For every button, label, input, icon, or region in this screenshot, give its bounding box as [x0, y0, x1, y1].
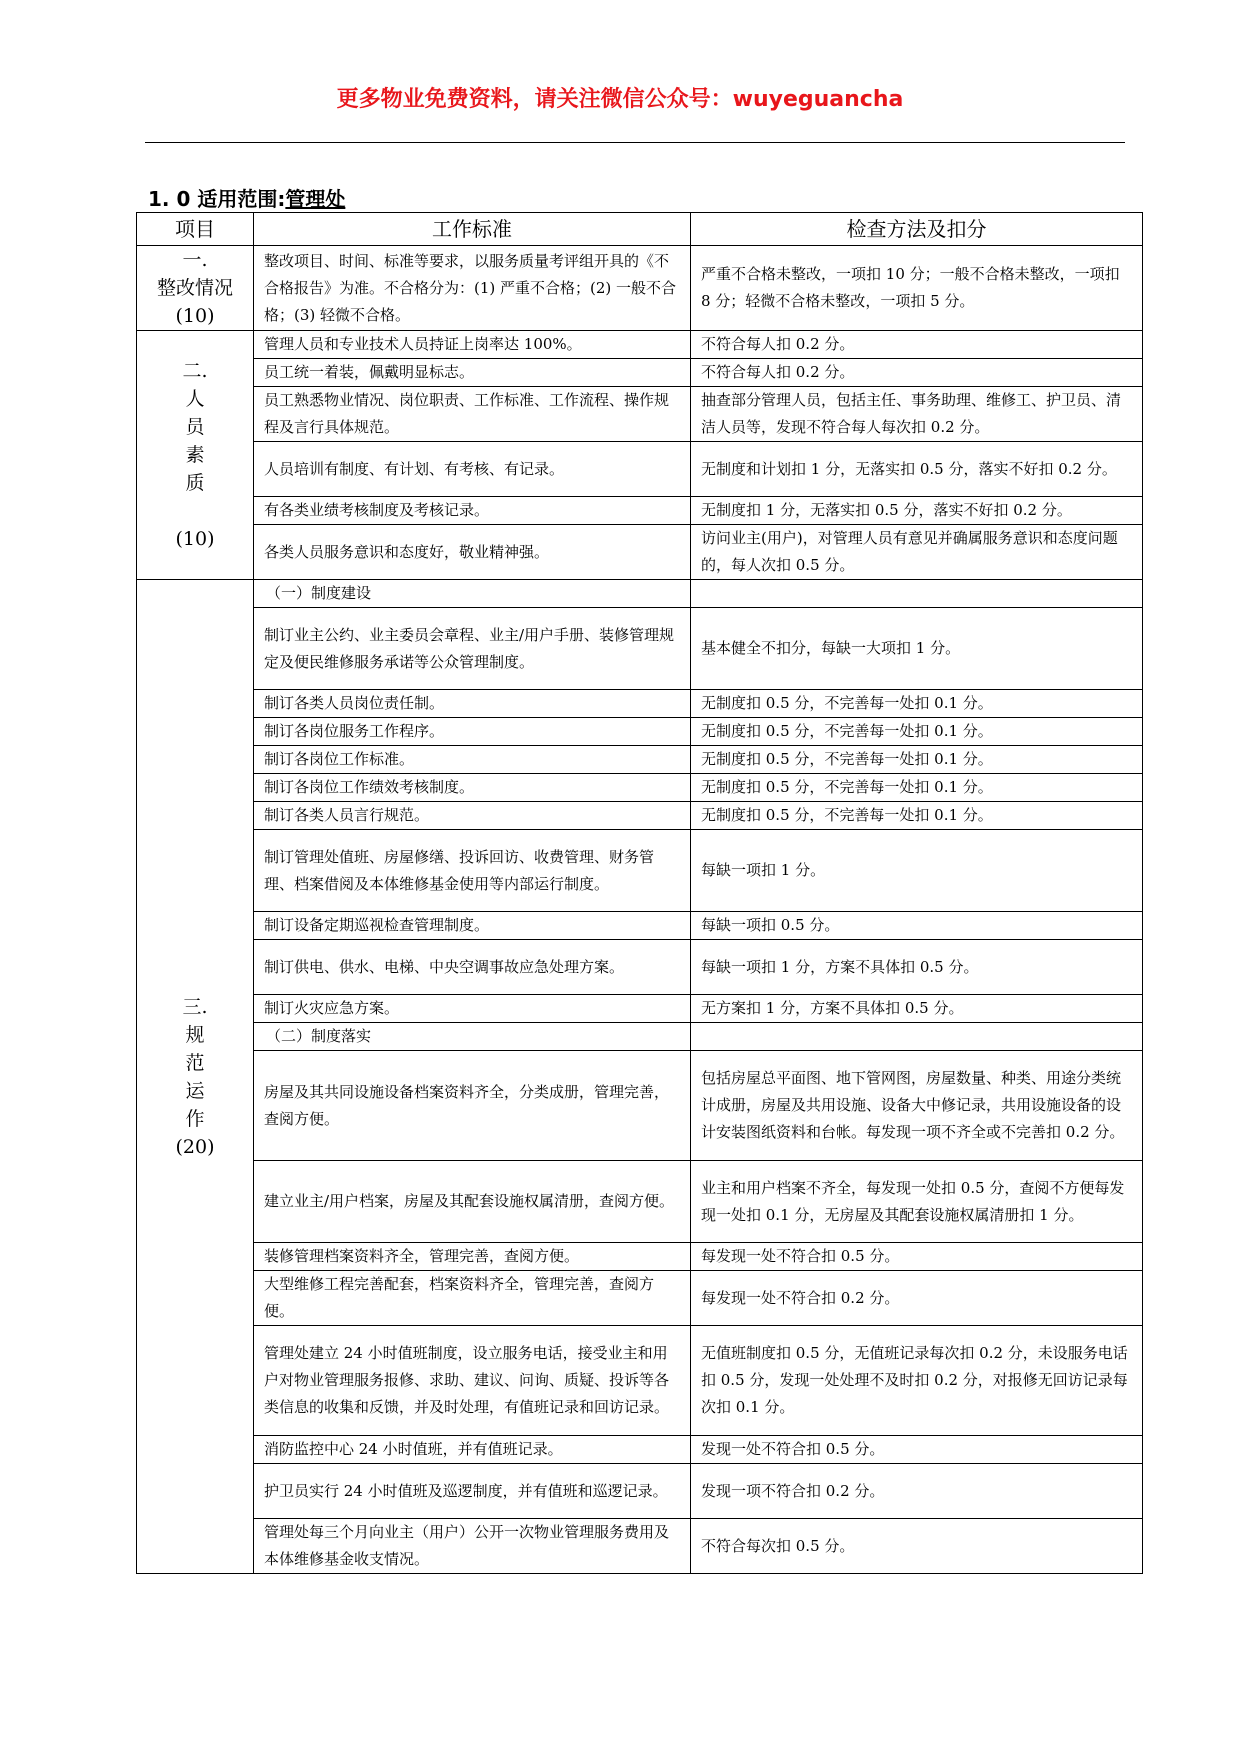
- category-char: 员: [185, 416, 205, 438]
- table-row: [137, 1464, 1143, 1519]
- standard-cell: 制订业主公约、业主委员会章程、业主/用户手册、装修管理规定及便民维修服务承诺等公众管理制度。: [254, 608, 691, 690]
- table-row: [137, 690, 1143, 718]
- table-row: [137, 718, 1143, 746]
- check-cell: 每缺一项扣 1 分。: [691, 830, 1143, 912]
- check-cell: 无制度扣 0.5 分，不完善每一处扣 0.1 分。: [691, 690, 1143, 718]
- check-cell: [691, 1023, 1143, 1051]
- table-row: [137, 1519, 1143, 1574]
- standard-cell: 整改项目、时间、标准等要求，以服务质量考评组开具的《不合格报告》为准。不合格分为：(1) 严重不合格；(2) 一般不合格；(3) 轻微不合格。: [254, 246, 691, 331]
- table-row: [137, 802, 1143, 830]
- standard-cell: 制订供电、供水、电梯、中央空调事故应急处理方案。: [254, 940, 691, 995]
- subsection-heading: （一）制度建设: [254, 580, 691, 608]
- check-cell: 不符合每人扣 0.2 分。: [691, 359, 1143, 387]
- table-row: [137, 442, 1143, 497]
- check-cell: 业主和用户档案不齐全，每发现一处扣 0.5 分，查阅不方便每发现一处扣 0.1 分，无房屋及其配套设施权属清册扣 1 分。: [691, 1161, 1143, 1243]
- category-char: 质: [185, 472, 205, 494]
- category-score: (20): [175, 1135, 215, 1158]
- header-divider: [145, 142, 1125, 143]
- standard-cell: 管理人员和专业技术人员持证上岗率达 100%。: [254, 331, 691, 359]
- check-cell: 基本健全不扣分，每缺一大项扣 1 分。: [691, 608, 1143, 690]
- header-banner: 更多物业免费资料，请关注微信公众号：wuyeguancha: [336, 87, 904, 112]
- category-number: 二.: [182, 360, 208, 382]
- category-char: 素: [185, 444, 205, 466]
- check-cell: 无制度扣 0.5 分，不完善每一处扣 0.1 分。: [691, 718, 1143, 746]
- table-row: [137, 774, 1143, 802]
- category-score: (10): [175, 528, 215, 550]
- standard-cell: 制订各类人员岗位责任制。: [254, 690, 691, 718]
- category-score: (10): [175, 305, 215, 327]
- check-cell: 每缺一项扣 1 分，方案不具体扣 0.5 分。: [691, 940, 1143, 995]
- table-row: [137, 387, 1143, 442]
- column-header-item: 项目: [137, 213, 254, 246]
- table-row: [137, 1271, 1143, 1326]
- standard-cell: 建立业主/用户档案，房屋及其配套设施权属清册，查阅方便。: [254, 1161, 691, 1243]
- standard-cell: 护卫员实行 24 小时值班及巡逻制度，并有值班和巡逻记录。: [254, 1464, 691, 1519]
- category-char: 作: [185, 1107, 205, 1130]
- table-row: [137, 1023, 1143, 1051]
- table-row: [137, 608, 1143, 690]
- category-cell-personnel: [137, 331, 254, 580]
- check-cell: 每发现一处不符合扣 0.5 分。: [691, 1243, 1143, 1271]
- table-row: [137, 940, 1143, 995]
- standard-cell: 员工统一着装，佩戴明显标志。: [254, 359, 691, 387]
- standard-cell: 各类人员服务意识和态度好，敬业精神强。: [254, 525, 691, 580]
- category-char: 人: [185, 388, 205, 410]
- check-cell: 发现一项不符合扣 0.2 分。: [691, 1464, 1143, 1519]
- standard-cell: 制订各岗位工作绩效考核制度。: [254, 774, 691, 802]
- check-cell: 访问业主(用户)，对管理人员有意见并确属服务意识和态度问题的，每人次扣 0.5 分。: [691, 525, 1143, 580]
- category-number: 三.: [182, 995, 208, 1018]
- table-row: [137, 359, 1143, 387]
- table-row: [137, 912, 1143, 940]
- check-cell: 无制度和计划扣 1 分，无落实扣 0.5 分，落实不好扣 0.2 分。: [691, 442, 1143, 497]
- column-header-standard: 工作标准: [254, 213, 691, 246]
- standard-cell: 员工熟悉物业情况、岗位职责、工作标准、工作流程、操作规程及言行具体规范。: [254, 387, 691, 442]
- check-cell: 无值班制度扣 0.5 分，无值班记录每次扣 0.2 分，未设服务电话扣 0.5 分，发现一处处理不及时扣 0.2 分，对报修无回访记录每次扣 0.1 分。: [691, 1326, 1143, 1436]
- category-char: 运: [185, 1079, 205, 1102]
- category-char: 范: [185, 1051, 205, 1074]
- table-row: [137, 1243, 1143, 1271]
- table-row: [137, 1326, 1143, 1436]
- table-row: [137, 331, 1143, 359]
- standard-cell: 大型维修工程完善配套，档案资料齐全，管理完善，查阅方便。: [254, 1271, 691, 1326]
- standard-cell: 管理处建立 24 小时值班制度，设立服务电话，接受业主和用户对物业管理服务报修、求助、建议、问询、质疑、投诉等各类信息的收集和反馈，并及时处理，有值班记录和回访记录。: [254, 1326, 691, 1436]
- check-cell: 每缺一项扣 0.5 分。: [691, 912, 1143, 940]
- standard-cell: 制订各类人员言行规范。: [254, 802, 691, 830]
- check-cell: [691, 580, 1143, 608]
- standard-cell: 制订各岗位服务工作程序。: [254, 718, 691, 746]
- check-cell: 严重不合格未整改，一项扣 10 分；一般不合格未整改，一项扣 8 分；轻微不合格未整改，一项扣 5 分。: [691, 246, 1143, 331]
- table-row: [137, 1436, 1143, 1464]
- table-row: [137, 246, 1143, 331]
- check-cell: 不符合每次扣 0.5 分。: [691, 1519, 1143, 1574]
- table-header-row: [137, 213, 1143, 246]
- category-cell-rectification: [137, 246, 254, 331]
- check-cell: 不符合每人扣 0.2 分。: [691, 331, 1143, 359]
- standard-cell: 制订各岗位工作标准。: [254, 746, 691, 774]
- section-title: [148, 183, 345, 212]
- check-cell: 发现一处不符合扣 0.5 分。: [691, 1436, 1143, 1464]
- category-label: 整改情况: [156, 277, 233, 299]
- section-scope: 管理处: [285, 187, 346, 211]
- check-cell: 无制度扣 0.5 分，不完善每一处扣 0.1 分。: [691, 802, 1143, 830]
- table-row: [137, 580, 1143, 608]
- table-row: [137, 746, 1143, 774]
- check-cell: 无方案扣 1 分，方案不具体扣 0.5 分。: [691, 995, 1143, 1023]
- standards-table: [136, 212, 1143, 1574]
- section-prefix: 1. 0 适用范围:: [148, 187, 286, 211]
- standard-cell: 装修管理档案资料齐全，管理完善，查阅方便。: [254, 1243, 691, 1271]
- check-cell: 抽查部分管理人员，包括主任、事务助理、维修工、护卫员、清洁人员等，发现不符合每人每次扣 0.2 分。: [691, 387, 1143, 442]
- standard-cell: 管理处每三个月向业主（用户）公开一次物业管理服务费用及本体维修基金收支情况。: [254, 1519, 691, 1574]
- table-row: [137, 1161, 1143, 1243]
- column-header-check: 检查方法及扣分: [691, 213, 1143, 246]
- check-cell: 无制度扣 0.5 分，不完善每一处扣 0.1 分。: [691, 774, 1143, 802]
- category-char: 规: [185, 1023, 205, 1046]
- check-cell: 包括房屋总平面图、地下管网图，房屋数量、种类、用途分类统计成册，房屋及共用设施、设备大中修记录，共用设施设备的设计安装图纸资料和台帐。每发现一项不齐全或不完善扣 0.2 分。: [691, 1051, 1143, 1161]
- standard-cell: 制订设备定期巡视检查管理制度。: [254, 912, 691, 940]
- standard-cell: 有各类业绩考核制度及考核记录。: [254, 497, 691, 525]
- check-cell: 每发现一处不符合扣 0.2 分。: [691, 1271, 1143, 1326]
- table-row: [137, 830, 1143, 912]
- category-number: 一.: [182, 249, 208, 271]
- standard-cell: 制订火灾应急方案。: [254, 995, 691, 1023]
- category-cell-operation: [137, 580, 254, 1574]
- standard-cell: 制订管理处值班、房屋修缮、投诉回访、收费管理、财务管理、档案借阅及本体维修基金使用等内部运行制度。: [254, 830, 691, 912]
- table-row: [137, 995, 1143, 1023]
- standard-cell: 房屋及其共同设施设备档案资料齐全，分类成册，管理完善，查阅方便。: [254, 1051, 691, 1161]
- table-row: [137, 497, 1143, 525]
- check-cell: 无制度扣 0.5 分，不完善每一处扣 0.1 分。: [691, 746, 1143, 774]
- check-cell: 无制度扣 1 分，无落实扣 0.5 分，落实不好扣 0.2 分。: [691, 497, 1143, 525]
- standard-cell: 人员培训有制度、有计划、有考核、有记录。: [254, 442, 691, 497]
- table-row: [137, 1051, 1143, 1161]
- subsection-heading: （二）制度落实: [254, 1023, 691, 1051]
- table-row: [137, 525, 1143, 580]
- standard-cell: 消防监控中心 24 小时值班，并有值班记录。: [254, 1436, 691, 1464]
